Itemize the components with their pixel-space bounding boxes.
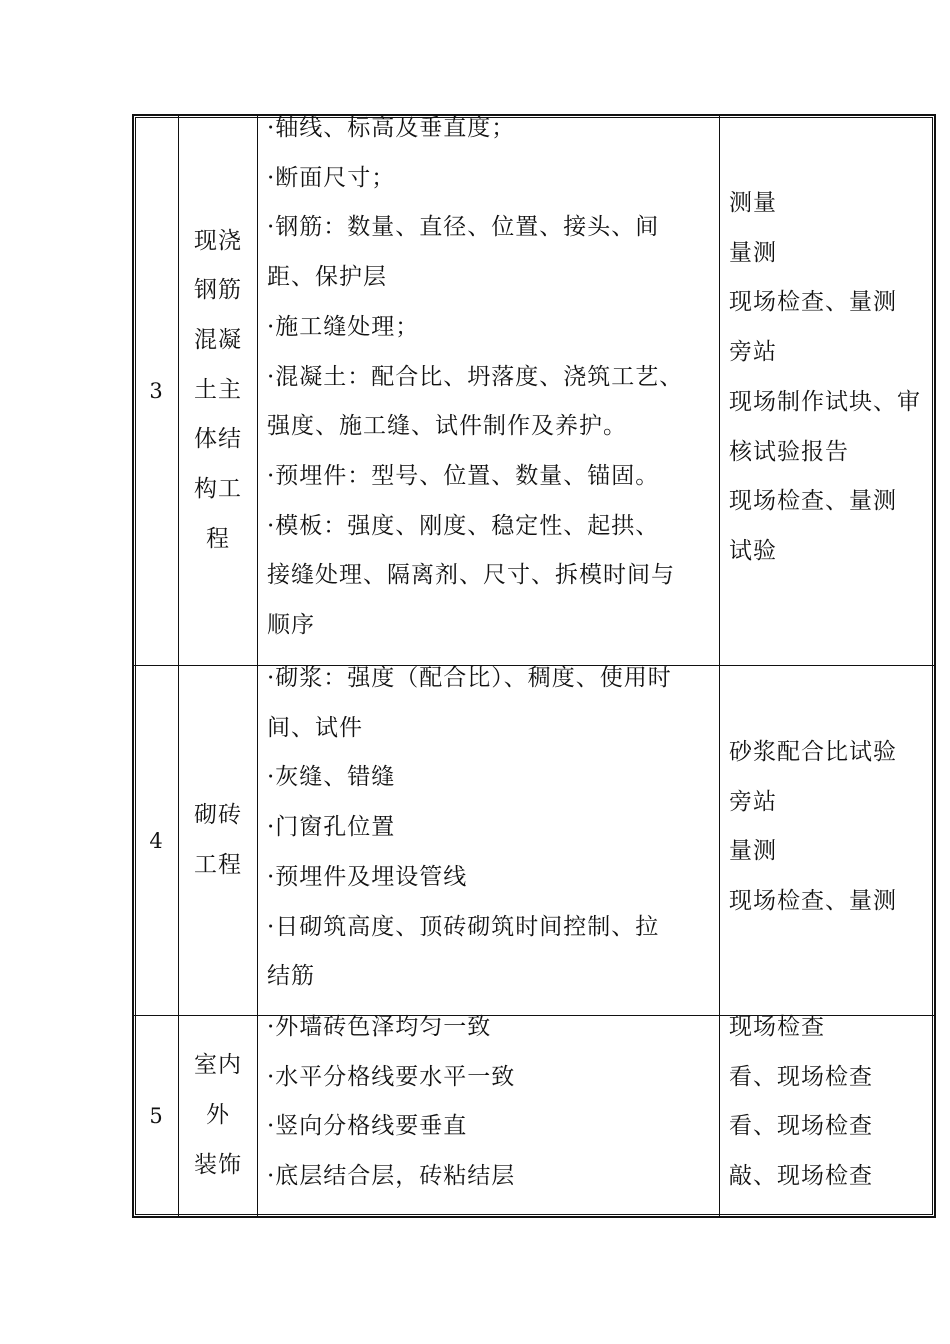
- work-category: 室内 外 装饰: [194, 1052, 242, 1178]
- inspection-items: ·砌浆：强度（配合比）、稠度、使用时 间、试件 ·灰缝、错缝 ·门窗孔位置 ·预埋件及埋设管线 ·日砌筑高度、顶砖砌筑时间控制、拉 结筋: [267, 665, 672, 990]
- table-row: [134, 1016, 934, 1216]
- inspection-methods: 砂浆配合比试验 旁站 量测 现场检查、量测: [729, 739, 897, 915]
- table-row: [134, 116, 934, 666]
- table-row: [134, 666, 934, 1016]
- row-number: 5: [149, 1104, 163, 1128]
- row-number: 3: [149, 378, 163, 403]
- inspection-methods: 测量 量测 现场检查、量测 旁站 现场制作试块、审 核试验报告 现场检查、量测 试验: [729, 190, 921, 564]
- work-category: 现浇 钢筋 混凝 土主 体结 构工 程: [194, 227, 242, 552]
- inspection-items: ·轴线、标高及垂直度； ·断面尺寸； ·钢筋：数量、直径、位置、接头、间 距、保护层 ·施工缝处理； ·混凝土：配合比、坍落度、浇筑工艺、 强度、施工缝、试件制作及养护。 ·预埋件：型号、位置、数量、锚固。 ·模板：强度、刚度、稳定性、起拱、 接缝处理、隔离剂、尺寸、拆模时间与 顺序: [267, 115, 684, 639]
- work-category: 砌砖 工程: [194, 801, 242, 878]
- inspection-items: ·外墙砖色泽均匀一致 ·水平分格线要水平一致 ·竖向分格线要垂直 ·底层结合层，砖粘结层: [267, 1014, 516, 1190]
- row-number: 4: [149, 828, 163, 853]
- inspection-table: [132, 114, 936, 1218]
- inspection-methods: 现场检查 看、现场检查 看、现场检查 敲、现场检查: [729, 1014, 873, 1190]
